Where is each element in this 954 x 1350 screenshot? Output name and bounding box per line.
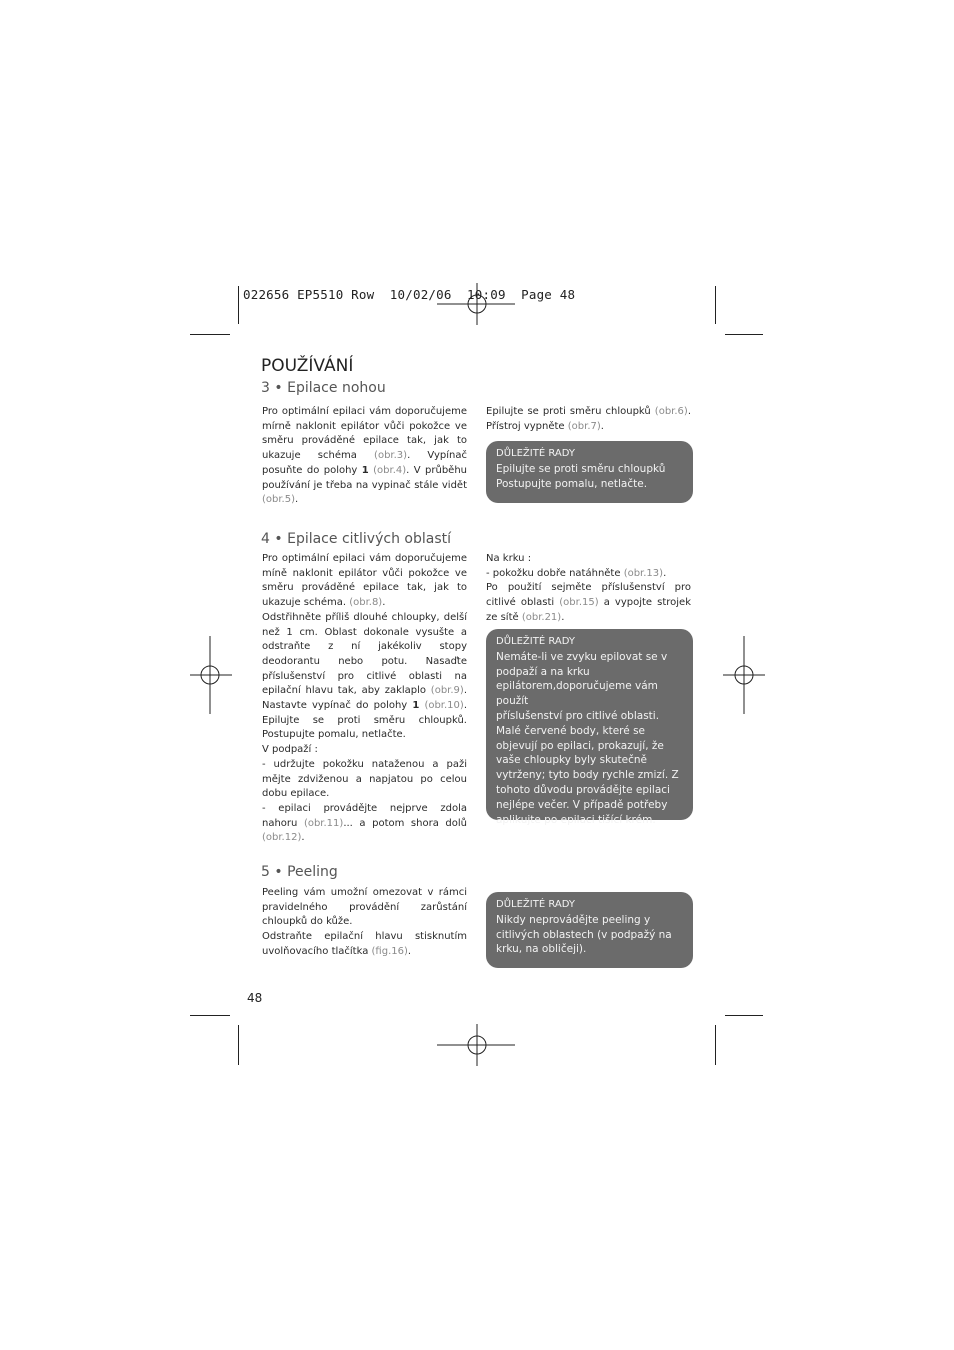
tip-box-line: tohoto důvodu provádějte epilaci	[496, 783, 670, 796]
text-run: a vypojte strojek ze sítě	[486, 597, 692, 623]
tip-box-4	[486, 629, 693, 826]
section-bullet: •	[274, 531, 283, 547]
figure-reference: (obr.10)	[424, 700, 464, 712]
crop-mark	[725, 334, 763, 335]
text-run: . Vypínač posuňte do polohy	[262, 450, 468, 476]
bold-value: 1	[412, 700, 420, 712]
section-title: Epilace citlivých oblastí	[287, 531, 451, 547]
text-run: .	[301, 832, 305, 844]
section-3-right-text	[486, 405, 691, 434]
tip-box-line: epilátorem,doporučujeme vám použít	[496, 680, 658, 708]
text-run: .	[600, 420, 604, 432]
crop-mark	[238, 1025, 239, 1065]
crop-mark	[715, 286, 716, 324]
registration-mark-bottom	[437, 1024, 517, 1066]
text-run: Odstřihněte příliš dlouhé chloupky, delší než 1 cm. Oblast dokonale vysušte a odstraňte z ní jakékoliv stopy deodorantu nebo potu. Nasaďte příslušenství pro citlivé oblasti na epilační hlavu tak, aby zaklaplo	[262, 611, 467, 697]
text-run: - udržujte pokožku nataženou a paži mějte zdviženou a napjatou po celou dobu epilace.	[262, 758, 467, 800]
text-run: .	[663, 567, 667, 579]
tip-box-line: Malé červené body, které se	[496, 724, 645, 737]
tip-box-line: vaše chloupky byly skutečně	[496, 754, 647, 767]
crop-mark	[238, 286, 239, 324]
text-run: .	[407, 945, 412, 957]
section-4-left-text	[262, 552, 467, 846]
text-run: Odstraňte epilační hlavu stisknutím uvolňovacího tlačítka	[262, 931, 467, 957]
print-slug: 022656 EP5510 Row 10/02/06 10:09 Page 48	[243, 287, 576, 302]
text-run: .	[561, 611, 565, 623]
tip-box-line: podpaží a na krku	[496, 665, 590, 678]
section-number: 3	[261, 380, 270, 396]
figure-reference: (obr.4)	[373, 464, 407, 476]
figure-reference: (obr.7)	[567, 420, 601, 432]
text-run: Epilujte se proti směru chloupků	[486, 406, 655, 417]
crop-mark	[725, 1015, 763, 1016]
section-heading-3	[261, 380, 386, 396]
text-run: . Epilujte se proti směru chloupků. Postupujte pomalu, netlačte.	[262, 700, 467, 741]
page-number: 48	[247, 991, 263, 1005]
figure-reference: (obr.3)	[374, 450, 408, 462]
figure-reference: (obr.6)	[654, 406, 688, 417]
tip-box-line: vytrženy; tyto body rychle zmizí. Z	[496, 769, 679, 782]
tip-box-line: Nemáte-li ve zvyku epilovat se v	[496, 650, 668, 663]
tip-box-3	[486, 441, 693, 503]
tip-box-line: Nikdy neprovádějte peeling y	[496, 913, 651, 926]
figure-reference: (fig.16)	[371, 945, 408, 957]
registration-mark-right	[723, 636, 765, 714]
tip-box-line: nejlépe večer. V případě potřeby	[496, 798, 668, 811]
bold-value: 1	[361, 464, 369, 476]
section-4-right-text	[486, 552, 691, 626]
text-run: ... a potom shora dolů	[343, 817, 467, 829]
text-run: - pokožku dobře natáhněte	[486, 567, 624, 579]
text-run: .	[382, 597, 386, 609]
tip-box-line: objevují po epilaci, prokazují, že	[496, 739, 664, 752]
text-run: Na krku :	[486, 553, 532, 564]
text-run: . Nastavte vypínač do polohy	[262, 685, 467, 712]
text-run: . Přístroj vypněte	[486, 406, 691, 432]
section-bullet: •	[274, 380, 283, 396]
section-bullet: •	[274, 864, 283, 880]
text-run: Pro optimální epilaci vám doporučujeme mírně naklonit epilátor vůči pokožce ve směru prováděné epilace tak, jak to ukazuje schéma	[262, 406, 467, 462]
section-heading-5	[261, 864, 338, 880]
text-run: V podpaží :	[262, 744, 318, 756]
crop-mark	[190, 1015, 230, 1016]
section-number: 5	[261, 864, 270, 880]
text-run: .	[295, 494, 299, 506]
tip-box-line: Postupujte pomalu, netlačte.	[496, 477, 648, 490]
tip-box-title: DŮLEŽITÉ RADY	[496, 448, 575, 459]
figure-reference: (obr.11)	[303, 817, 344, 829]
tip-box-line: aplikujte po epilaci tišící krém.	[496, 813, 656, 826]
tip-box-line: Epilujte se proti směru chloupků	[496, 462, 666, 475]
text-run: . V průběhu používání je třeba na vypinač stále vidět	[262, 464, 467, 491]
page-title: POUŽÍVÁNÍ	[261, 356, 354, 376]
section-title: Peeling	[287, 864, 338, 880]
section-heading-4	[261, 531, 451, 547]
crop-mark	[715, 1025, 716, 1065]
figure-reference: (obr.21)	[521, 611, 562, 623]
section-3-left-text	[262, 405, 467, 508]
figure-reference: (obr.13)	[623, 567, 664, 579]
tip-box-5	[486, 892, 693, 968]
section-5-left-text	[262, 886, 467, 960]
crop-mark	[190, 334, 230, 335]
tip-box-line: krku, na obličeji).	[496, 943, 587, 956]
figure-reference: (obr.15)	[559, 597, 599, 609]
text-run: Pro optimální epilaci vám doporučujeme míně naklonit epilátor vůči pokožce ve směru prováděné epilace tak, jak to ukazuje schéma.	[262, 553, 467, 609]
tip-box-title: DŮLEŽITÉ RADY	[496, 899, 575, 910]
figure-reference: (obr.5)	[262, 494, 296, 506]
tip-box-line: příslušenství pro citlivé oblasti.	[496, 709, 660, 722]
tip-box-line: citlivých oblastech (v podpažý na	[496, 928, 672, 941]
text-run: - epilaci provádějte nejprve zdola nahoru	[262, 802, 467, 829]
tip-box-title: DŮLEŽITÉ RADY	[496, 636, 575, 647]
registration-mark-left	[190, 636, 232, 714]
figure-reference: (obr.9)	[430, 685, 464, 697]
text-run: Po použití sejměte příslušenství pro citlivé oblasti	[486, 582, 691, 609]
figure-reference: (obr.12)	[262, 832, 302, 844]
section-number: 4	[261, 531, 270, 547]
figure-reference: (obr.8)	[349, 597, 383, 609]
section-title: Epilace nohou	[287, 380, 386, 396]
text-run: Peeling vám umožní omezovat v rámci pravidelného provádění zarůstání chloupků do kůže.	[262, 887, 467, 928]
